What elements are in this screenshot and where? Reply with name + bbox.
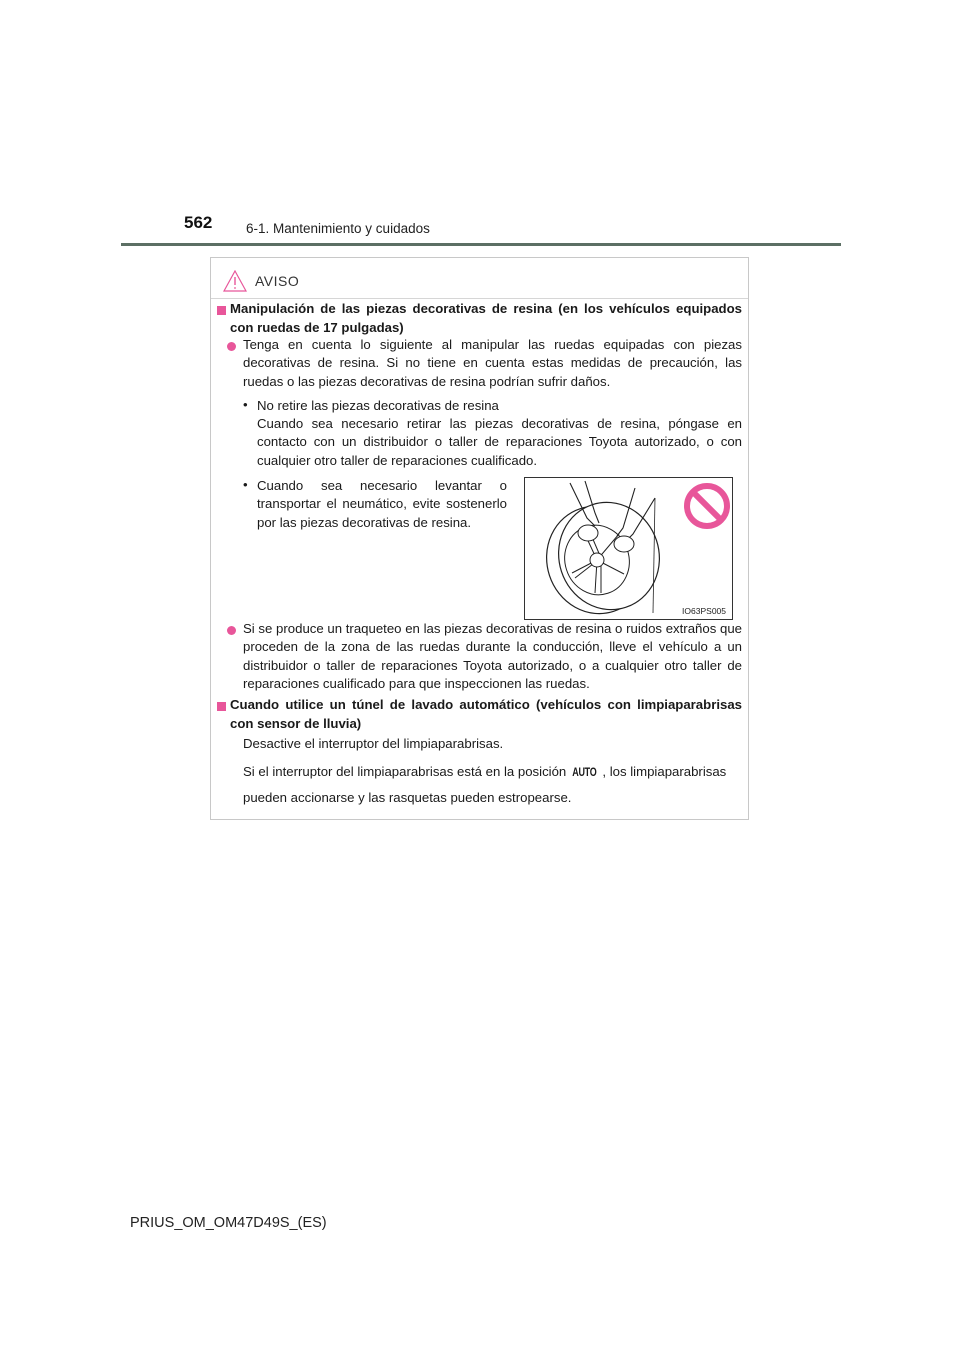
figure-code: IO63PS005 bbox=[682, 606, 726, 616]
item2-heading-line1: Cuando utilice un túnel de lavado automático (vehículos con limpiaparabrisas bbox=[230, 697, 742, 712]
item2-line2-before: Si el interruptor del limpiaparabrisas está en la posición bbox=[243, 764, 567, 779]
dot-bullet-icon: • bbox=[243, 477, 248, 492]
header-rule bbox=[121, 243, 841, 246]
warning-header bbox=[223, 268, 299, 294]
round-bullet-icon bbox=[227, 342, 236, 351]
warning-box bbox=[210, 257, 749, 820]
item1-sub1-text: Tenga en cuenta lo siguiente al manipular las ruedas equipadas con piezas decorativas de resina. Si no tiene en cuenta estas medidas de precaución, las ruedas o las piezas decorativas de resina podrían sufrir daños. bbox=[243, 337, 742, 389]
item1-dot2-text: Cuando sea necesario levantar o transportar el neumático, evite sostenerlo por las piezas decorativas de resina. bbox=[257, 478, 507, 530]
item2-line1: Desactive el interruptor del limpiaparabrisas. bbox=[243, 736, 504, 751]
page-number: 562 bbox=[184, 213, 213, 232]
tire-handling-illustration bbox=[525, 478, 732, 619]
square-bullet-icon bbox=[217, 702, 226, 711]
dot-bullet-icon: • bbox=[243, 397, 248, 412]
warning-triangle-icon bbox=[223, 270, 247, 292]
warning-divider bbox=[211, 298, 748, 299]
item2-heading-line2: con sensor de lluvia) bbox=[230, 716, 362, 731]
tire-handling-figure bbox=[524, 477, 733, 620]
round-bullet-icon bbox=[227, 626, 236, 635]
item2-line3: pueden accionarse y las rasquetas pueden estropearse. bbox=[243, 790, 572, 805]
item1-dot1-text: Cuando sea necesario retirar las piezas decorativas de resina, póngase en contacto con un distribuidor o taller de reparaciones Toyota autorizado, o con cualquier otro taller de reparaciones cualificado. bbox=[257, 416, 742, 468]
item2-line2 bbox=[243, 763, 742, 781]
item1-heading-line1: Manipulación de las piezas decorativas de resina (en los vehículos equipados bbox=[230, 301, 742, 316]
section-title: 6-1. Mantenimiento y cuidados bbox=[246, 221, 430, 236]
item1-heading-line2: con ruedas de 17 pulgadas) bbox=[230, 320, 404, 335]
warning-label: AVISO bbox=[255, 273, 300, 289]
document-code: PRIUS_OM_OM47D49S_(ES) bbox=[130, 1215, 327, 1231]
item1-sub2-text: Si se produce un traqueteo en las piezas decorativas de resina o ruidos extraños que proceden de la zona de las ruedas durante la conducción, lleve el vehículo a un distribuidor o taller de reparaciones Toyota autorizado, o a cualquier otro taller de reparaciones cualificado para que inspeccionen las ruedas. bbox=[243, 621, 742, 692]
item2-line2-after: , los limpiaparabrisas bbox=[602, 764, 727, 779]
item1-dot1-title: No retire las piezas decorativas de resina bbox=[257, 398, 499, 413]
auto-position-icon: AUTO bbox=[572, 765, 597, 779]
square-bullet-icon bbox=[217, 306, 226, 315]
